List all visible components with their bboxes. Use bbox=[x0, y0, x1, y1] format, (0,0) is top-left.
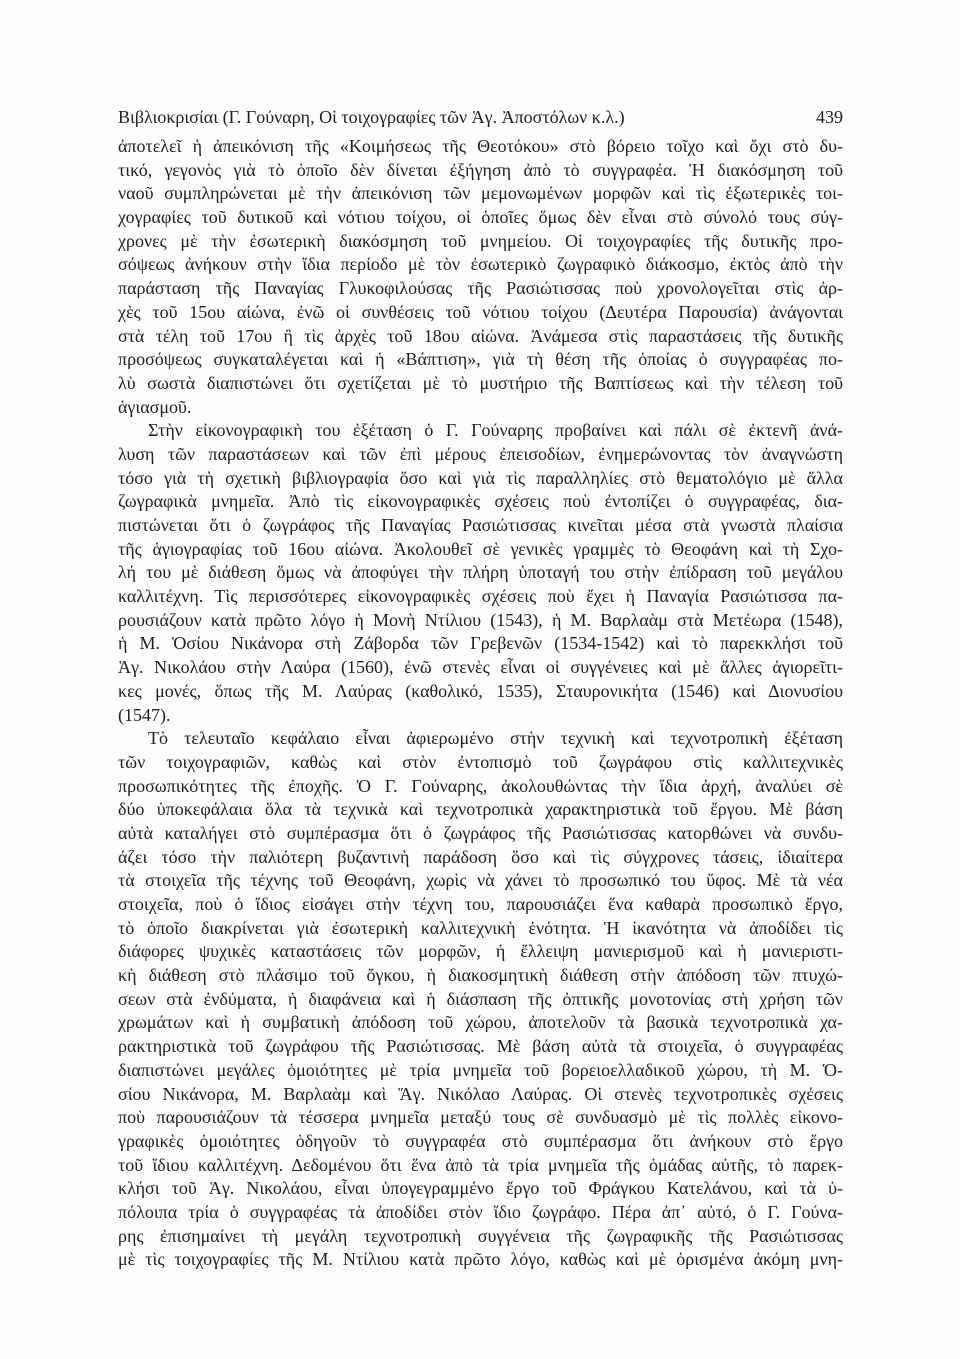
text-line: ἀποτελεῖ ἡ ἀπεικόνιση τῆς «Κοιμήσεως τῆς Θεοτόκου» στὸ βόρειο τοῖχο καὶ ὄχι στὸ δυ- bbox=[118, 136, 843, 156]
text-line: τὰ στοιχεῖα τῆς τέχνης τοῦ Θεοφάνη, χωρὶς νὰ χάνει τὸ προσωπικό του ὕφος. Μὲ τὰ νέα bbox=[118, 870, 843, 891]
paragraph bbox=[118, 135, 843, 419]
text-line: τοῦ ἴδιου καλλιτέχνη. Δεδομένου ὅτι ἕνα ἀπὸ τὰ τρία μνημεῖα τῆς ὁμάδας αὐτῆς, τὸ παρεκ- bbox=[118, 1154, 843, 1175]
text-line: πιστώνεται ὅτι ὁ ζωγράφος τῆς Παναγίας Ρασιώτισσας κινεῖται μέσα στὰ γνωστὰ πλαίσια bbox=[118, 515, 843, 535]
text-line: ρακτηριστικὰ τοῦ ζωγράφου τῆς Ρασιώτισσας. Μὲ βάση αὐτὰ τὰ στοιχεῖα, ὁ συγγραφέας bbox=[118, 1036, 843, 1057]
text-line: ἡ Μ. Ὁσίου Νικάνορα στὴ Ζάβορδα τῶν Γρεβενῶν (1534-1542) καὶ τὸ παρεκκλήσι τοῦ bbox=[118, 633, 843, 654]
text-line: δύο ὑποκεφάλαια ὅλα τὰ τεχνικὰ καὶ τεχνοτροπικὰ χαρακτηριστικὰ τοῦ ἔργου. Μὲ βάση bbox=[118, 799, 843, 820]
text-line: ποὺ παρουσιάζουν τὰ τέσσερα μνημεῖα μεταξύ τους σὲ συνδυασμὸ μὲ τὶς πολλὲς εἰκονο- bbox=[118, 1107, 843, 1128]
text-line: μὲ τὶς τοιχογραφίες τῆς Μ. Ντίλιου κατὰ πρῶτο λόγο, καθὼς καὶ μὲ ὁρισμένα ἀκόμη μνη- bbox=[118, 1249, 843, 1270]
text-line: διαπιστώνει μεγάλες ὁμοιότητες μὲ τρία μνημεῖα τοῦ βορειοελλαδικοῦ χώρου, τὴ Μ. Ὁ- bbox=[118, 1059, 843, 1080]
paragraph bbox=[118, 419, 843, 727]
text-line: τῆς ἁγιογραφίας τοῦ 16ου αἰώνα. Ἀκολουθεῖ σὲ γενικὲς γραμμὲς τὸ Θεοφάνη καὶ τὴ Σχο- bbox=[118, 538, 843, 559]
text-line: χρωμάτων καὶ ἡ συμβατικὴ ἀπόδοση τοῦ χώρου, ἀποτελοῦν τὰ βασικὰ τεχνοτροπικὰ χα- bbox=[118, 1012, 843, 1033]
text-line: ναοῦ συμπληρώνεται μὲ τὴν ἀπεικόνιση τῶν μεμονωμένων μορφῶν καὶ τὶς ἐξωτερικὲς τοι- bbox=[118, 183, 843, 204]
text-line: προσόψεως συγκαταλέγεται καὶ ἡ «Βάπτιση», γιὰ τὴ θέση τῆς ὁποίας ὁ συγγραφέας πο- bbox=[118, 349, 843, 370]
running-header bbox=[118, 105, 843, 129]
text-line: χογραφίες τοῦ δυτικοῦ καὶ νότιου τοίχου, οἱ ὁποῖες ὅμως δὲν εἶναι στὸ σύνολό τους σύγ- bbox=[118, 207, 843, 228]
text-line: τὸ ὁποῖο διακρίνεται γιὰ ἐσωτερικὴ καλλιτεχνικὴ ἑνότητα. Ἡ ἱκανότητα νὰ ἀποδίδει τὶς bbox=[118, 917, 843, 938]
text-line: λὺ σωστὰ διαπιστώνει ὅτι σχετίζεται μὲ τὸ μυστήριο τῆς Βαπτίσεως καὶ τὴν τέλεση τοῦ bbox=[118, 372, 843, 393]
text-line: ρουσιάζουν κατὰ πρῶτο λόγο ἡ Μονὴ Ντίλιου (1543), ἡ Μ. Βαρλαὰμ στὰ Μετέωρα (1548), bbox=[118, 609, 843, 630]
text-line: τῶν τοιχογραφιῶν, καθὼς καὶ στὸν ἐντοπισμὸ τοῦ ζωγράφου στὶς καλλιτεχνικὲς bbox=[118, 751, 843, 772]
text-line: λή του μὲ διάθεση ὅμως νὰ ἀποφύγει τὴν πλήρη ὑποταγή του στὴν ἐπίδραση τοῦ μεγάλου bbox=[118, 562, 843, 583]
text-line: στὰ τέλη τοῦ 17ου ἢ τὶς ἀρχὲς τοῦ 18ου αἰώνα. Ἀνάμεσα στὶς παραστάσεις τῆς δυτικῆς bbox=[118, 325, 843, 346]
text-line: σεων στὰ ἐνδύματα, ἡ διαφάνεια καὶ ἡ διάσπαση τῆς ὀπτικῆς μονοτονίας στὴ χρήση τῶν bbox=[118, 988, 843, 1009]
text-line: ρης ἐπισημαίνει τὴ μεγάλη τεχνοτροπικὴ συγγένεια τῆς ζωγραφικῆς τῆς Ρασιώτισσας bbox=[118, 1225, 843, 1246]
text-line: παράσταση τῆς Παναγίας Γλυκοφιλούσας τῆς Ρασιώτισσας ποὺ χρονολογεῖται στὶς ἀρ- bbox=[118, 278, 843, 299]
text-line: καλλιτέχνη. Τὶς περισσότερες εἰκονογραφικὲς σχέσεις ποὺ ἔχει ἡ Παναγία Ρασιώτισσα πα- bbox=[118, 586, 843, 607]
text-line: κλήσι τοῦ Ἁγ. Νικολάου, εἶναι ὑπογεγραμμένο ἔργο τοῦ Φράγκου Κατελάνου, καὶ τὰ ὑ- bbox=[118, 1178, 843, 1199]
text-line: άζει τόσο τὴν παλιότερη βυζαντινὴ παράδοση ὅσο καὶ τὶς σύγχρονες τάσεις, ἰδιαίτερα bbox=[118, 846, 843, 867]
text-line: σίου Νικάνορα, Μ. Βαρλαὰμ καὶ Ἅγ. Νικόλαο Λαύρας. Οἱ στενὲς τεχνοτροπικὲς σχέσεις bbox=[118, 1083, 843, 1104]
text-line: χρονες μὲ τὴν ἐσωτερικὴ διακόσμηση τοῦ μνημείου. Οἱ τοιχογραφίες τῆς δυτικῆς προ- bbox=[118, 230, 843, 251]
text-line: χὲς τοῦ 15ου αἰώνα, ἐνῶ οἱ συνθέσεις τοῦ νότιου τοίχου (Δευτέρα Παρουσία) ἀνάγονται bbox=[118, 301, 843, 322]
text-line: κες μονές, ὅπως τῆς Μ. Λαύρας (καθολικό, 1535), Σταυρονικήτα (1546) καὶ Διονυσίου bbox=[118, 680, 843, 701]
paragraph bbox=[118, 727, 843, 1272]
body-text bbox=[118, 135, 843, 1272]
text-line: Στὴν εἰκονογραφικὴ του ἐξέταση ὁ Γ. Γούναρης προβαίνει καὶ πάλι σὲ ἐκτενῆ ἀνά- bbox=[148, 420, 843, 441]
text-line: τόσο γιὰ τὴ σχετικὴ βιβλιογραφία ὅσο καὶ γιὰ τὶς παραλληλίες στὸ θεματολόγιο μὲ ἄλλα bbox=[118, 467, 843, 488]
text-line: ζωγραφικὰ μνημεῖα. Ἀπὸ τὶς εἰκονογραφικὲς σχέσεις ποὺ ἐντοπίζει ὁ συγγραφέας, δια- bbox=[118, 491, 843, 512]
text-line: γραφικὲς ὁμοιότητες ὁδηγοῦν τὸ συγγραφέα στὸ συμπέρασμα ὅτι ἀνήκουν στὸ ἔργο bbox=[118, 1130, 843, 1151]
text-line: σόψεως ἀνήκουν στὴν ἴδια περίοδο μὲ τὸν ἐσωτερικὸ ζωγραφικὸ διάκοσμο, ἐκτὸς ἀπὸ τὴν bbox=[118, 254, 843, 275]
text-line: λυση τῶν παραστάσεων καὶ τῶν ἐπὶ μέρους ἐπεισοδίων, ἐνημερώνοντας τὸν ἀναγνώστη bbox=[118, 443, 843, 464]
text-line: ἁγιασμοῦ. bbox=[118, 396, 192, 417]
text-line: διάφορες ψυχικὲς καταστάσεις τῶν μορφῶν, ἡ ἔλλειψη μανιερισμοῦ καὶ ἡ μανιεριστι- bbox=[118, 941, 843, 962]
text-line: προσωπικότητες τῆς ἐποχῆς. Ὁ Γ. Γούναρης, ἀκολουθώντας τὴν ἴδια ἀρχή, ἀναλύει σὲ bbox=[118, 775, 843, 796]
page-number: 439 bbox=[816, 107, 843, 127]
text-line: Τὸ τελευταῖο κεφάλαιο εἶναι ἀφιερωμένο στὴν τεχνικὴ καὶ τεχνοτροπικὴ ἐξέταση bbox=[148, 728, 843, 749]
text-line: κὴ διάθεση στὸ πλάσιμο τοῦ ὄγκου, ἡ διακοσμητικὴ διάθεση στὴν ἀπόδοση τῶν πτυχώ- bbox=[118, 965, 843, 986]
text-line: (1547). bbox=[118, 704, 171, 725]
text-line: Ἁγ. Νικολάου στὴν Λαύρα (1560), ἐνῶ στενὲς εἶναι οἱ συγγένειες καὶ μὲ ἄλλες ἁγιορεῖτι- bbox=[118, 657, 843, 678]
text-line: τικό, γεγονὸς γιὰ τὸ ὁποῖο δὲν δίνεται ἐξήγηση ἀπὸ τὸ συγγραφέα. Ἡ διακόσμηση τοῦ bbox=[118, 159, 843, 180]
text-line: στοιχεῖα, ποὺ ὁ ἴδιος εἰσάγει στὴν τέχνη του, παρουσιάζει ἕνα καθαρὰ προσωπικὸ ἔργο, bbox=[118, 894, 843, 914]
running-title: Βιβλιοκρισίαι (Γ. Γούναρη, Οἱ τοιχογραφίες τῶν Ἁγ. Ἀποστόλων κ.λ.) bbox=[118, 107, 625, 127]
text-line: πόλοιπα τρία ὁ συγγραφέας τὰ ἀποδίδει στὸν ἴδιο ζωγράφο. Πέρα ἀπ᾿ αὐτό, ὁ Γ. Γούνα- bbox=[118, 1201, 843, 1222]
text-line: αὐτὰ καταλήγει στὸ συμπέρασμα ὅτι ὁ ζωγράφος τῆς Ρασιώτισσας κατορθώνει νὰ συνδυ- bbox=[118, 822, 843, 843]
